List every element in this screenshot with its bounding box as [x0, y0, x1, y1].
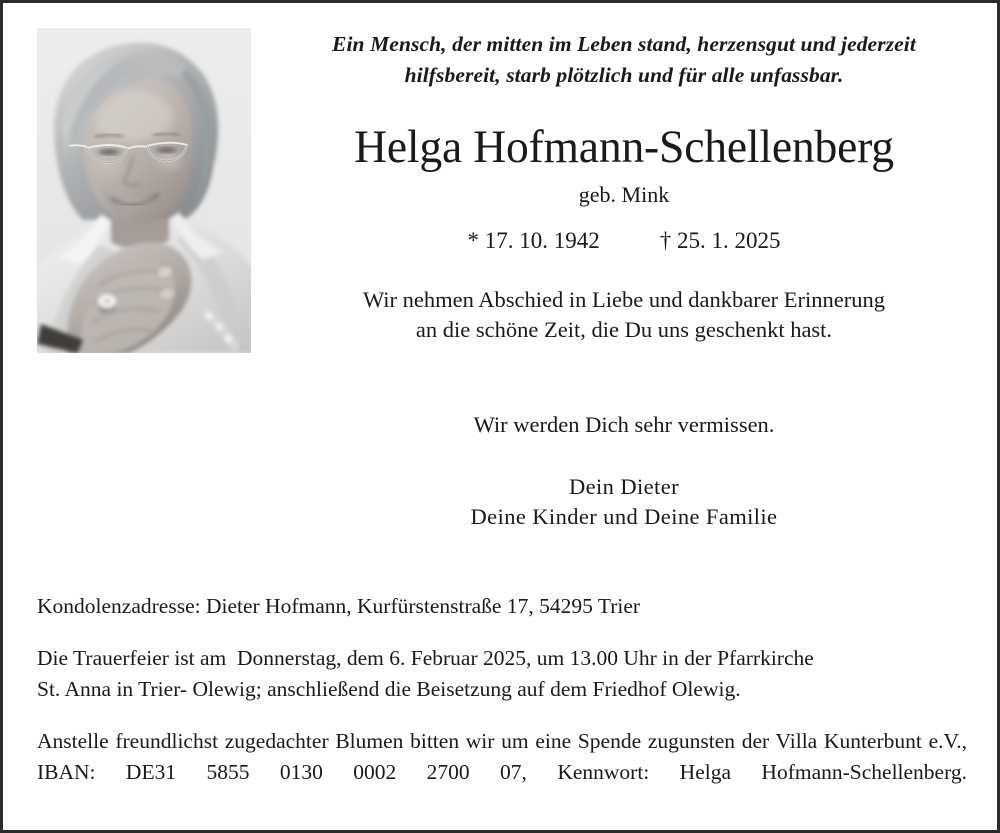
missing-line: Wir werden Dich sehr vermissen.	[473, 412, 775, 437]
signer-family: Deine Kinder und Deine Familie	[470, 504, 778, 529]
maiden-name: geb. Mink	[578, 182, 670, 207]
service-line-1: Die Trauerfeier ist am Donnerstag, dem 6. Februar 2025, um 13.00 Uhr in der Pfarrkirche	[37, 646, 814, 670]
epigraph-line-2: hilfsbereit, starb plötzlich und für alle unfassbar.	[404, 63, 844, 87]
deceased-name: Helga Hofmann-Schellenberg	[354, 121, 894, 173]
death-date: † 25. 1. 2025	[659, 228, 781, 253]
condolence-address: Kondolenzadresse: Dieter Hofmann, Kurfürstenstraße 17, 54295 Trier	[37, 594, 641, 618]
epigraph-line-1: Ein Mensch, der mitten im Leben stand, herzensgut und jederzeit	[332, 32, 916, 56]
farewell-text	[265, 285, 983, 345]
service-line-2: St. Anna in Trier- Olewig; anschließend die Beisetzung auf dem Friedhof Olewig.	[37, 677, 741, 701]
upper-text-block	[265, 29, 983, 345]
portrait-photo	[37, 28, 251, 353]
signer-spouse: Dein Dieter	[569, 474, 679, 499]
signers	[265, 472, 983, 532]
farewell-line-2: an die schöne Zeit, die Du uns geschenkt hast.	[415, 317, 833, 342]
epigraph	[265, 29, 983, 91]
farewell-line-1: Wir nehmen Abschied in Liebe und dankbarer Erinnerung	[362, 287, 886, 312]
life-dates	[265, 227, 983, 254]
mourners-block	[265, 411, 983, 532]
donation-request: Anstelle freundlichst zugedachter Blumen bitten wir um eine Spende zugunsten der Villa Kunterbunt e.V., IBAN: DE31 5855 0130 0002 2700 07, Kennwort: Helga Hofmann-Schellenberg.	[37, 729, 967, 784]
lower-info-block	[37, 591, 967, 819]
funeral-service-info	[37, 643, 967, 705]
birth-date: * 17. 10. 1942	[467, 228, 600, 253]
